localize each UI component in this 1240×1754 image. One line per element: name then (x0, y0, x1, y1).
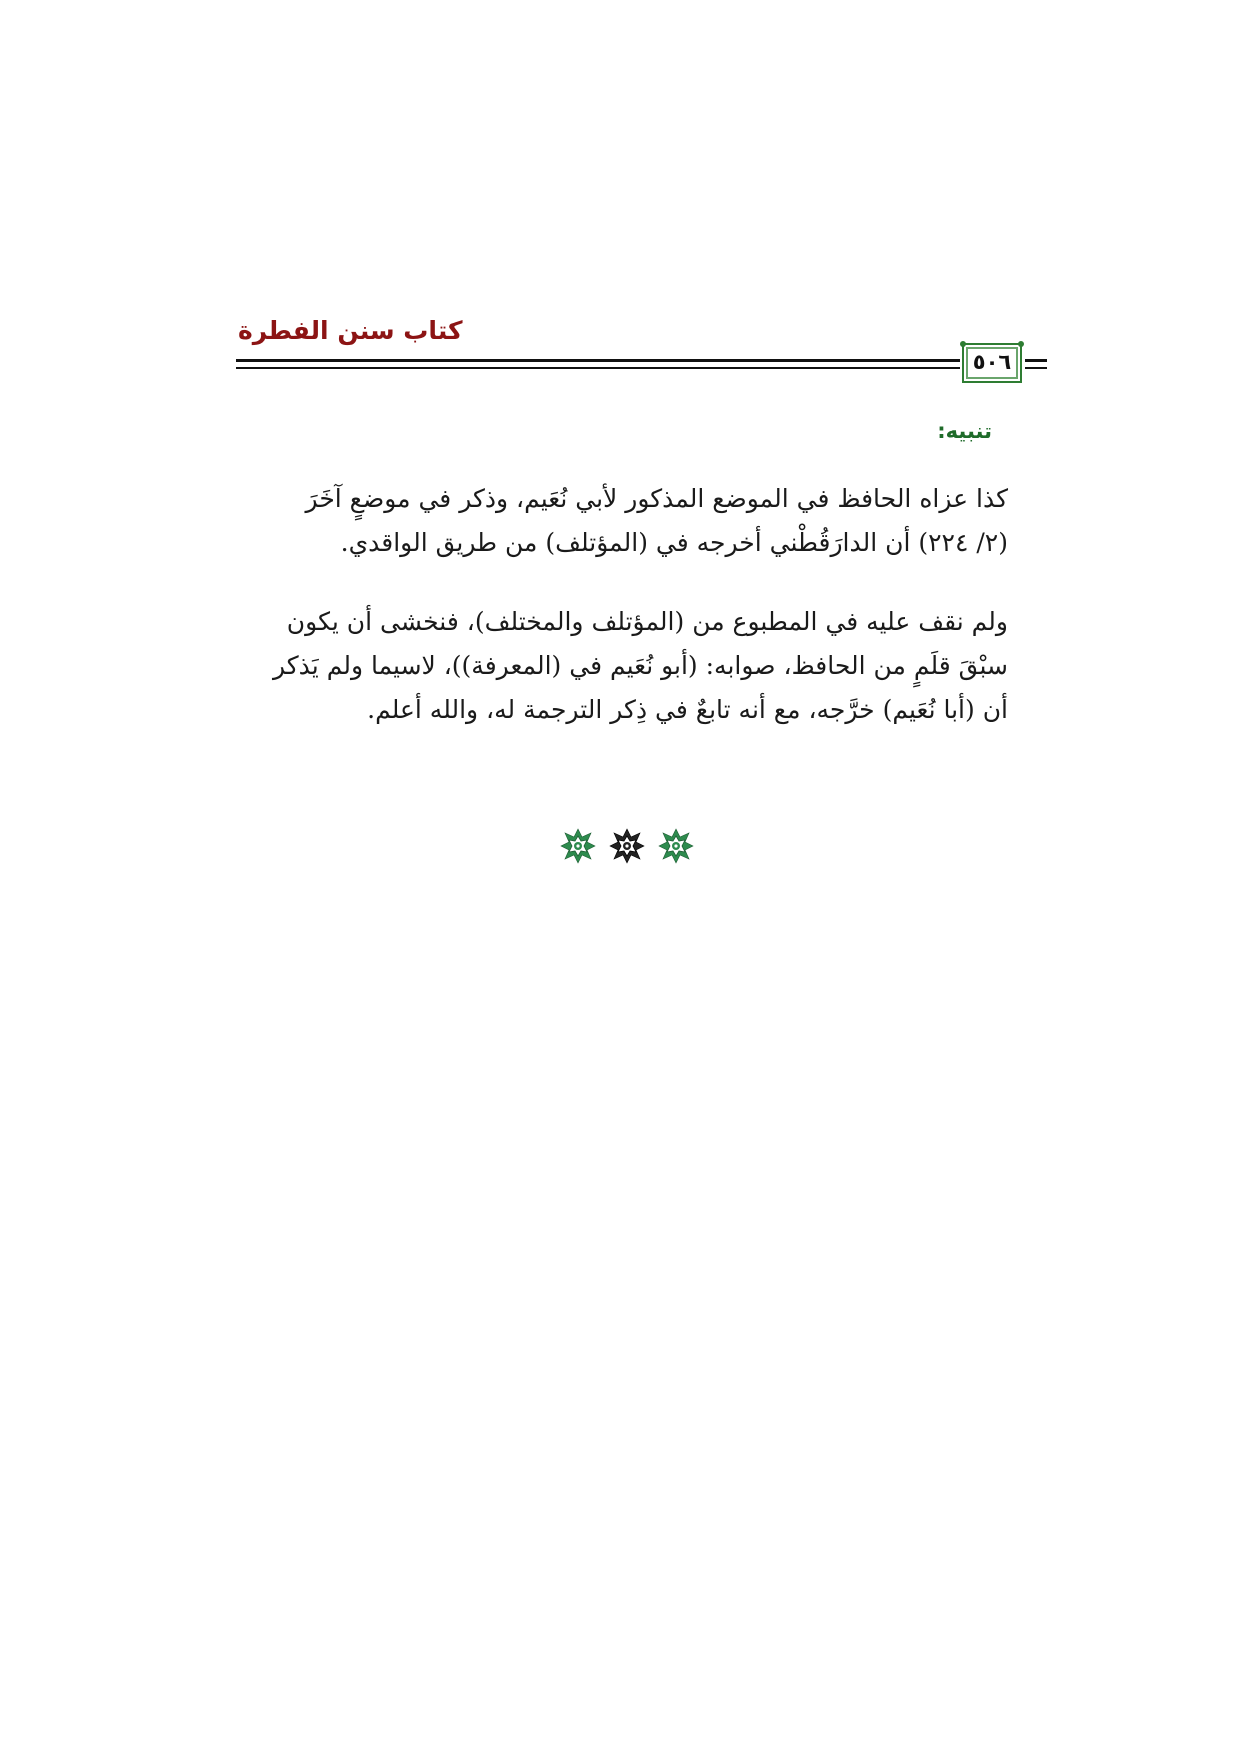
page-number-frame (962, 343, 1022, 383)
paragraph-line: سبْقَ قلَمٍ من الحافظ، صوابه: (أبو نُعَيم في (المعرفة))، لاسيما ولم يَذكر (272, 651, 1008, 680)
paragraph-line: كذا عزاه الحافظ في الموضع المذكور لأبي نُعَيم، وذكر في موضعٍ آخَرَ (305, 484, 1008, 513)
section-end-ornaments (560, 826, 694, 866)
header-rule-thin (236, 367, 960, 369)
star-ornament-icon (609, 828, 645, 864)
paragraph-line: ولم نقف عليه في المطبوع من (المؤتلف والمختلف)، فنخشى أن يكون (286, 607, 1008, 636)
book-title: كتاب سنن الفطرة (238, 316, 463, 345)
star-ornament-icon (560, 828, 596, 864)
header-rule-end-thick (1025, 359, 1047, 362)
paragraph-2 (236, 600, 1008, 732)
header-rule-end-thin (1025, 367, 1047, 369)
paragraph-line: أن (أبا نُعَيم) خرَّجه، مع أنه تابعٌ في ذِكر الترجمة له، والله أعلم. (367, 695, 1008, 724)
paragraph-1 (236, 477, 1008, 565)
paragraph-line: (٢/ ٢٢٤) أن الدارَقُطْني أخرجه في (المؤتلف) من طريق الواقدي. (340, 528, 1008, 557)
header-rule-thick (236, 359, 960, 362)
page-number: ٥٠٦ (972, 350, 1012, 374)
star-ornament-icon (658, 828, 694, 864)
note-heading: تنبيه: (937, 419, 992, 443)
